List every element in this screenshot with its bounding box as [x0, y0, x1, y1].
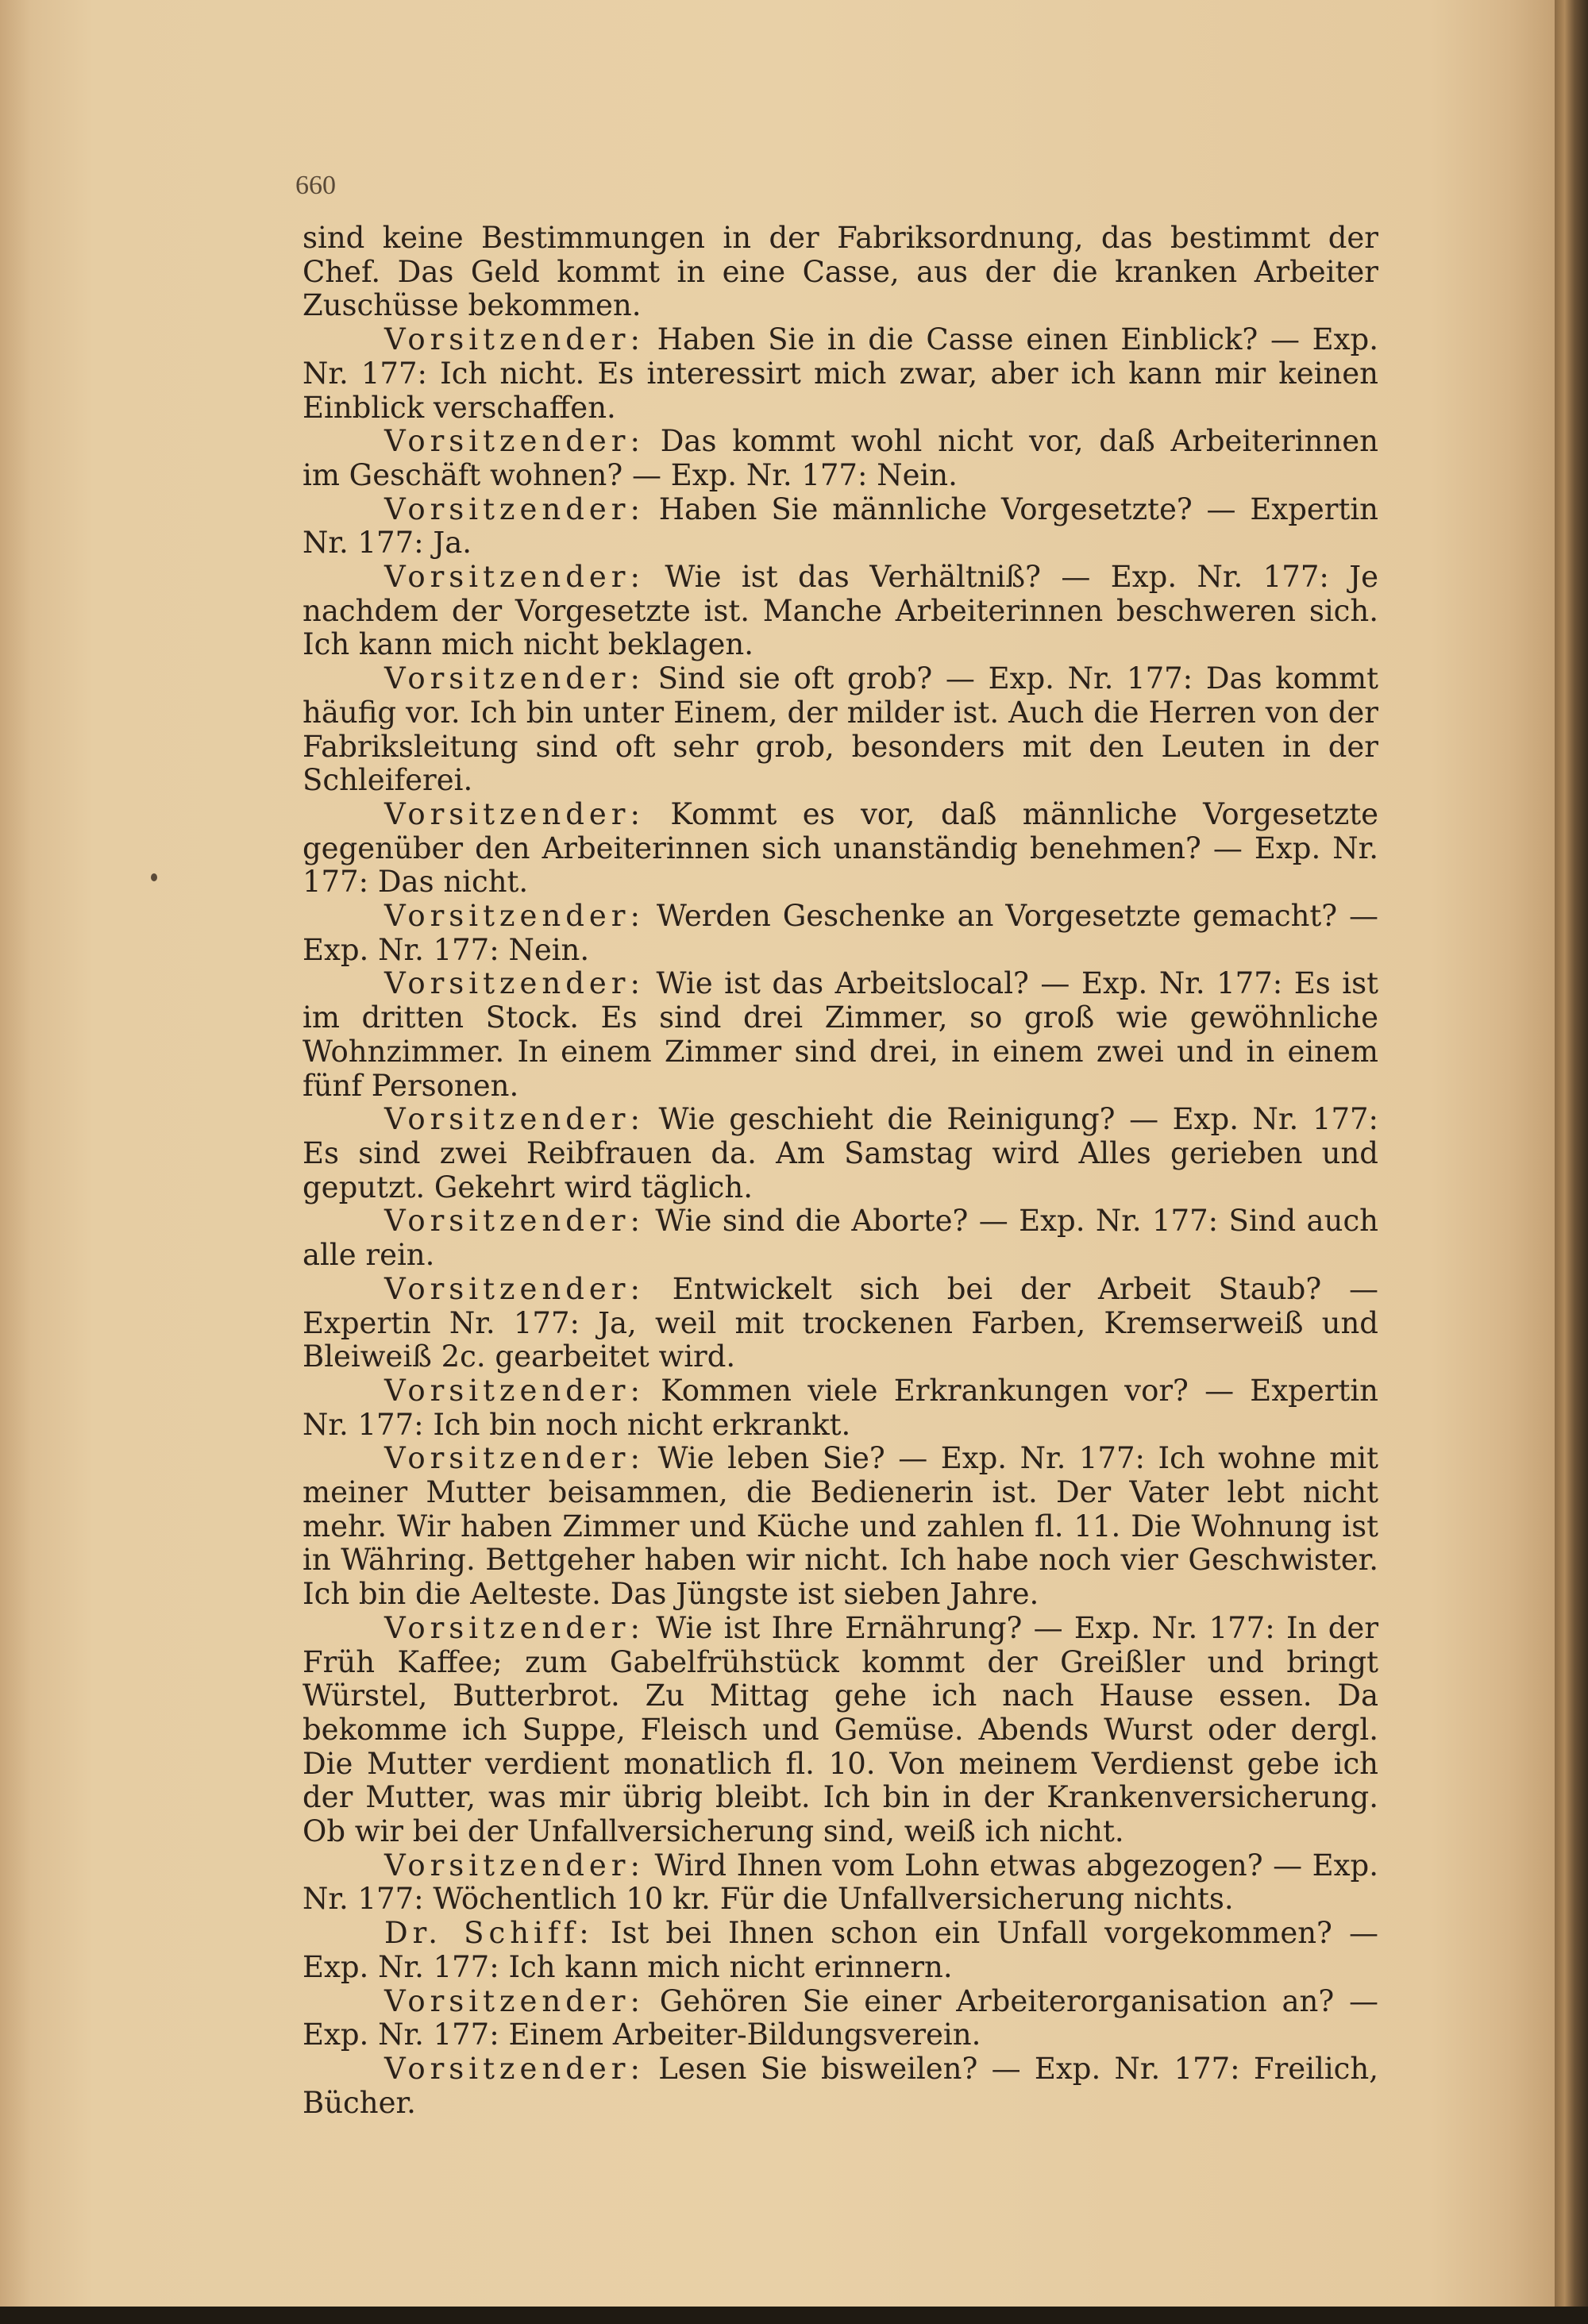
paragraph — [303, 1917, 1378, 1984]
speaker-label: Vorsitzender: — [384, 1204, 645, 1239]
paragraph-text: Entwickelt sich bei der Arbeit Staub? — Expertin Nr. 177: Ja, weil mit trockenen Farben, Kremserweiß und Bleiweiß 2c. gearbeitet wird. — [303, 1271, 1378, 1374]
speaker-label: Vorsitzender: — [384, 1848, 645, 1883]
paragraph-text: Wie ist Ihre Ernährung? — Exp. Nr. 177: In der Früh Kaffee; zum Gabelfrühstück kommt der Greißler und bringt Würstel, Butterbrot. Zu Mittag gehe ich nach Hause essen. Da bekomme ich Suppe, Fleisch und Gemüse. Abends Wurst oder dergl. Die Mutter verdient monatlich fl. 10. Von meinem Verdienst gebe ich der Mutter, was mir übrig bleibt. Ich bin in der Krankenversicherung. Ob wir bei der Unfallversicherung sind, weiß ich nicht. — [303, 1610, 1379, 1849]
paragraph — [303, 1442, 1378, 1612]
speaker-label: Vorsitzender: — [384, 322, 645, 357]
paragraph-text: Wird Ihnen vom Lohn etwas abgezogen? — Exp. Nr. 177: Wöchentlich 10 kr. Für die Unfallversicherung nichts. — [303, 1848, 1378, 1917]
paragraph-text: Wie ist das Arbeitslocal? — Exp. Nr. 177: Es ist im dritten Stock. Es sind drei Zimmer, so groß wie gewöhnliche Wohnzimmer. In einem Zimmer sind drei, in einem zwei und in einem fünf Personen. — [303, 966, 1378, 1103]
page-body — [303, 222, 1378, 2120]
paragraph — [303, 1849, 1378, 1917]
paragraph-text: Wie leben Sie? — Exp. Nr. 177: Ich wohne mit meiner Mutter beisammen, die Bedienerin ist. Der Vater lebt nicht mehr. Wir haben Zimmer und Küche und zahlen fl. 11. Die Wohnung ist in Währing. Bettgeher haben wir nicht. Ich habe noch vier Geschwister. Ich bin die Aelteste. Das Jüngste ist sieben Jahre. — [303, 1441, 1378, 1612]
paragraph — [303, 323, 1378, 425]
speaker-label: Vorsitzender: — [384, 2051, 645, 2086]
speaker-label: Vorsitzender: — [384, 424, 645, 459]
speaker-label: Vorsitzender: — [384, 1373, 645, 1408]
paragraph — [303, 222, 1378, 323]
paragraph — [303, 1985, 1378, 2052]
speaker-label: Vorsitzender: — [384, 966, 645, 1001]
paragraph-text: Ist bei Ihnen schon ein Unfall vorgekommen? — Exp. Nr. 177: Ich kann mich nicht erinnern. — [303, 1916, 1378, 1984]
speaker-label: Vorsitzender: — [384, 661, 645, 696]
speaker-label: Vorsitzender: — [384, 899, 645, 934]
speaker-label: Vorsitzender: — [384, 560, 645, 595]
paragraph — [303, 1612, 1378, 1849]
paragraph-text: Wie geschieht die Reinigung? — Exp. Nr. 177: Es sind zwei Reibfrauen da. Am Samstag wird Alles gerieben und geputzt. Gekehrt wird täglich. — [303, 1102, 1378, 1204]
paragraph — [303, 967, 1378, 1103]
paragraph-text: Haben Sie männliche Vorgesetzte? — Expertin Nr. 177: Ja. — [303, 491, 1378, 561]
paragraph-text: Kommen viele Erkrankungen vor? — Expertin Nr. 177: Ich bin noch nicht erkrankt. — [303, 1373, 1378, 1442]
paragraph — [303, 2052, 1378, 2120]
paragraph — [303, 798, 1378, 900]
paragraph — [303, 900, 1378, 967]
paragraph-text: Lesen Sie bisweilen? — Exp. Nr. 177: Freilich, Bücher. — [303, 2051, 1378, 2120]
paragraph-text: Das kommt wohl nicht vor, daß Arbeiterinnen im Geschäft wohnen? — Exp. Nr. 177: Nein. — [303, 424, 1378, 492]
page-edge-bottom — [0, 2307, 1588, 2324]
speaker-label: Dr. Schiff: — [384, 1916, 594, 1951]
paragraph — [303, 662, 1378, 798]
paragraph-text: Kommt es vor, daß männliche Vorgesetzte gegenüber den Arbeiterinnen sich unanständig benehmen? — Exp. Nr. 177: Das nicht. — [303, 796, 1378, 900]
speaker-label: Vorsitzender: — [384, 1610, 645, 1645]
speaker-label: Vorsitzender: — [384, 491, 645, 526]
paragraph — [303, 1204, 1378, 1272]
paragraph-text: Wie sind die Aborte? — Exp. Nr. 177: Sind auch alle rein. — [303, 1204, 1378, 1273]
paragraph — [303, 493, 1378, 561]
paragraph-text: Wie ist das Verhältniß? — Exp. Nr. 177: Je nachdem der Vorgesetzte ist. Manche Arbeiterinnen beschweren sich. Ich kann mich nicht beklagen. — [303, 560, 1378, 662]
paragraph-text: Sind sie oft grob? — Exp. Nr. 177: Das kommt häufig vor. Ich bin unter Einem, der milder ist. Auch die Herren von der Fabriksleitung sind oft sehr grob, besonders mit den Leuten in der Schleiferei. — [303, 661, 1378, 798]
page-number: 660 — [295, 171, 336, 200]
paragraph — [303, 561, 1378, 662]
speaker-label: Vorsitzender: — [384, 796, 645, 831]
paragraph — [303, 1103, 1378, 1204]
speaker-label: Vorsitzender: — [384, 1271, 645, 1306]
paragraph-text: Haben Sie in die Casse einen Einblick? — Exp. Nr. 177: Ich nicht. Es interessirt mich zwar, aber ich kann mir keinen Einblick verschaffen. — [303, 322, 1378, 425]
speaker-label: Vorsitzender: — [384, 1441, 645, 1476]
paragraph-text: Gehören Sie einer Arbeiterorganisation an? — Exp. Nr. 177: Einem Arbeiter-Bildungsverein. — [303, 1983, 1378, 2052]
paragraph-text: sind keine Bestimmungen in der Fabriksordnung, das bestimmt der Chef. Das Geld kommt in eine Casse, aus der die kranken Arbeiter Zuschüsse bekommen. — [303, 221, 1378, 323]
speaker-label: Vorsitzender: — [384, 1102, 645, 1137]
ink-speck — [151, 873, 157, 881]
paragraph — [303, 1273, 1378, 1374]
page-edge-right — [1555, 0, 1588, 2324]
speaker-label: Vorsitzender: — [384, 1983, 645, 2018]
paragraph — [303, 1374, 1378, 1442]
paragraph-text: Werden Geschenke an Vorgesetzte gemacht? — Exp. Nr. 177: Nein. — [303, 899, 1379, 967]
paragraph — [303, 425, 1378, 492]
